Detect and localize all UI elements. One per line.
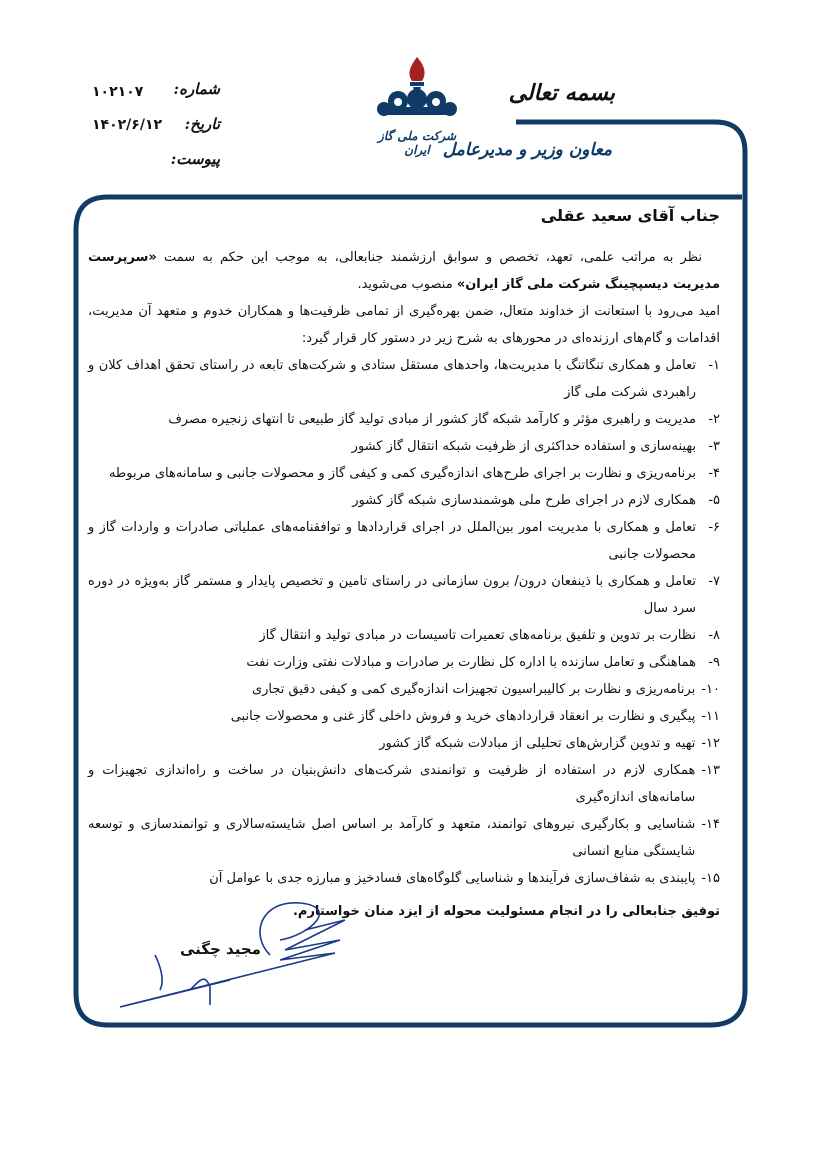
list-item: [88, 406, 720, 433]
letter-number: ۱۰۲۱۰۷: [92, 84, 144, 100]
list-item: [88, 514, 720, 568]
list-item: [88, 352, 720, 406]
company-logo: [372, 55, 462, 157]
list-item: [88, 757, 720, 811]
logo-text: شرکت ملی گاز ایران: [377, 129, 457, 157]
item-text: مدیریت و راهبری مؤثر و کارآمد شبکه گاز کشور از مبادی تولید گاز طبیعی تا انتهای زنجیره مصرف: [168, 412, 696, 427]
closing-line: توفیق جنابعالی را در انجام مسئولیت محوله از ایزد منان خواستارم.: [292, 904, 720, 919]
item-number: ۱۵-: [701, 871, 720, 886]
item-number: ۸-: [708, 628, 720, 643]
item-text: تعامل و همکاری با مدیریت امور بین‌الملل در اجرای قراردادها و توافقنامه‌های عملیاتی صادرات و واردات گاز و محصولات جانبی: [88, 520, 696, 562]
item-text: تعامل و همکاری با ذینفعان درون/ برون سازمانی در راستای تامین و تخصیص پایدار و مستمر گاز به‌ویژه در دوره سرد سال: [88, 574, 696, 616]
item-text: برنامه‌ریزی و نظارت بر اجرای طرح‌های اندازه‌گیری کمی و کیفی گاز و محصولات جانبی و سامانه‌های مربوطه: [108, 466, 696, 481]
item-number: ۱۲-: [701, 736, 720, 751]
list-item: [88, 811, 720, 865]
addressee: جناب آقای سعید عقلی: [540, 206, 720, 225]
office-title: معاون وزیر و مدیرعامل: [442, 140, 612, 160]
gas-flame-logo-icon: [372, 55, 462, 125]
item-text: شناسایی و بکارگیری نیروهای توانمند، متعهد و کارآمد بر اساس اصل شایسته‌سالاری و توانمندسازی و توسعه شایستگی منابع انسانی: [88, 817, 696, 859]
item-number: ۳-: [708, 439, 720, 454]
item-number: ۷-: [708, 574, 720, 589]
item-number: ۶-: [708, 520, 720, 535]
list-item: [88, 703, 720, 730]
list-item: [88, 649, 720, 676]
attachment-label: پیوست:: [170, 150, 220, 168]
letter-body: [88, 244, 720, 892]
intro-text: نظر به مراتب علمی، تعهد، تخصص و سوابق ارزشمند جنابعالی، به موجب این حکم به سمت: [163, 250, 702, 265]
signatory-name: مجید چگنی: [180, 940, 261, 958]
list-item: [88, 568, 720, 622]
item-number: ۱۱-: [701, 709, 720, 724]
item-number: ۲-: [708, 412, 720, 427]
item-text: نظارت بر تدوین و تلفیق برنامه‌های تعمیرات تاسیسات در مبادی تولید و انتقال گاز: [259, 628, 696, 643]
list-item: [88, 622, 720, 649]
date-label: تاریخ:: [184, 115, 220, 133]
number-label: شماره:: [173, 80, 220, 98]
intro-text-2: منصوب می‌شوید.: [357, 277, 457, 292]
item-number: ۱۳-: [701, 763, 720, 778]
list-item: [88, 460, 720, 487]
item-text: همکاری لازم در اجرای طرح ملی هوشمندسازی شبکه گاز کشور: [352, 493, 696, 508]
item-text: هماهنگی و تعامل سازنده با اداره کل نظارت بر صادرات و مبادلات نفتی وزارت نفت: [246, 655, 696, 670]
duties-list: [88, 352, 720, 892]
list-item: [88, 676, 720, 703]
list-item: [88, 865, 720, 892]
item-number: ۵-: [708, 493, 720, 508]
intro-paragraph-2: امید می‌رود با استعانت از خداوند متعال، ضمن بهره‌گیری از تمامی ظرفیت‌ها و همکاران خدوم و متعهد آن مدیریت، اقدامات و گام‌های ارزنده‌ای در محورهای به شرح زیر در دستور کار قرار گیرد:: [88, 304, 720, 346]
list-item: [88, 433, 720, 460]
item-text: پایبندی به شفاف‌سازی فرآیندها و شناسایی گلوگاه‌های فسادخیز و مبارزه جدی با عوامل آن: [209, 871, 696, 886]
item-text: تعامل و همکاری تنگاتنگ با مدیریت‌ها، واحدهای مستقل ستادی و شرکت‌های تابعه در راستای تحقق اهداف کلان و راهبردی شرکت ملی گاز: [88, 358, 696, 400]
intro-paragraph: [88, 244, 720, 298]
item-number: ۱۰-: [701, 682, 720, 697]
letter-date: ۱۴۰۲/۶/۱۲: [92, 117, 163, 133]
item-number: ۱-: [708, 358, 720, 373]
item-number: ۴-: [708, 466, 720, 481]
invocation: بسمه تعالی: [508, 80, 615, 106]
list-item: [88, 487, 720, 514]
item-text: برنامه‌ریزی و نظارت بر کالیبراسیون تجهیزات اندازه‌گیری کمی و کیفی دقیق تجاری: [251, 682, 696, 697]
item-number: ۹-: [708, 655, 720, 670]
list-item: [88, 730, 720, 757]
item-number: ۱۴-: [701, 817, 720, 832]
item-text: تهیه و تدوین گزارش‌های تحلیلی از مبادلات شبکه گاز کشور: [379, 736, 696, 751]
item-text: همکاری لازم در استفاده از ظرفیت و توانمندی شرکت‌های دانش‌بنیان در ساخت و راه‌اندازی تجهیزات و سامانه‌های اندازه‌گیری: [88, 763, 696, 805]
position-title: «سرپرست مدیریت دیسپچینگ شرکت ملی گاز ایران»: [88, 250, 720, 292]
signature: [110, 895, 350, 1015]
item-text: پیگیری و نظارت بر انعقاد قراردادهای خرید و فروش داخلی گاز غنی و محصولات جانبی: [230, 709, 696, 724]
item-text: بهینه‌سازی و استفاده حداکثری از ظرفیت شبکه انتقال گاز کشور: [351, 439, 696, 454]
